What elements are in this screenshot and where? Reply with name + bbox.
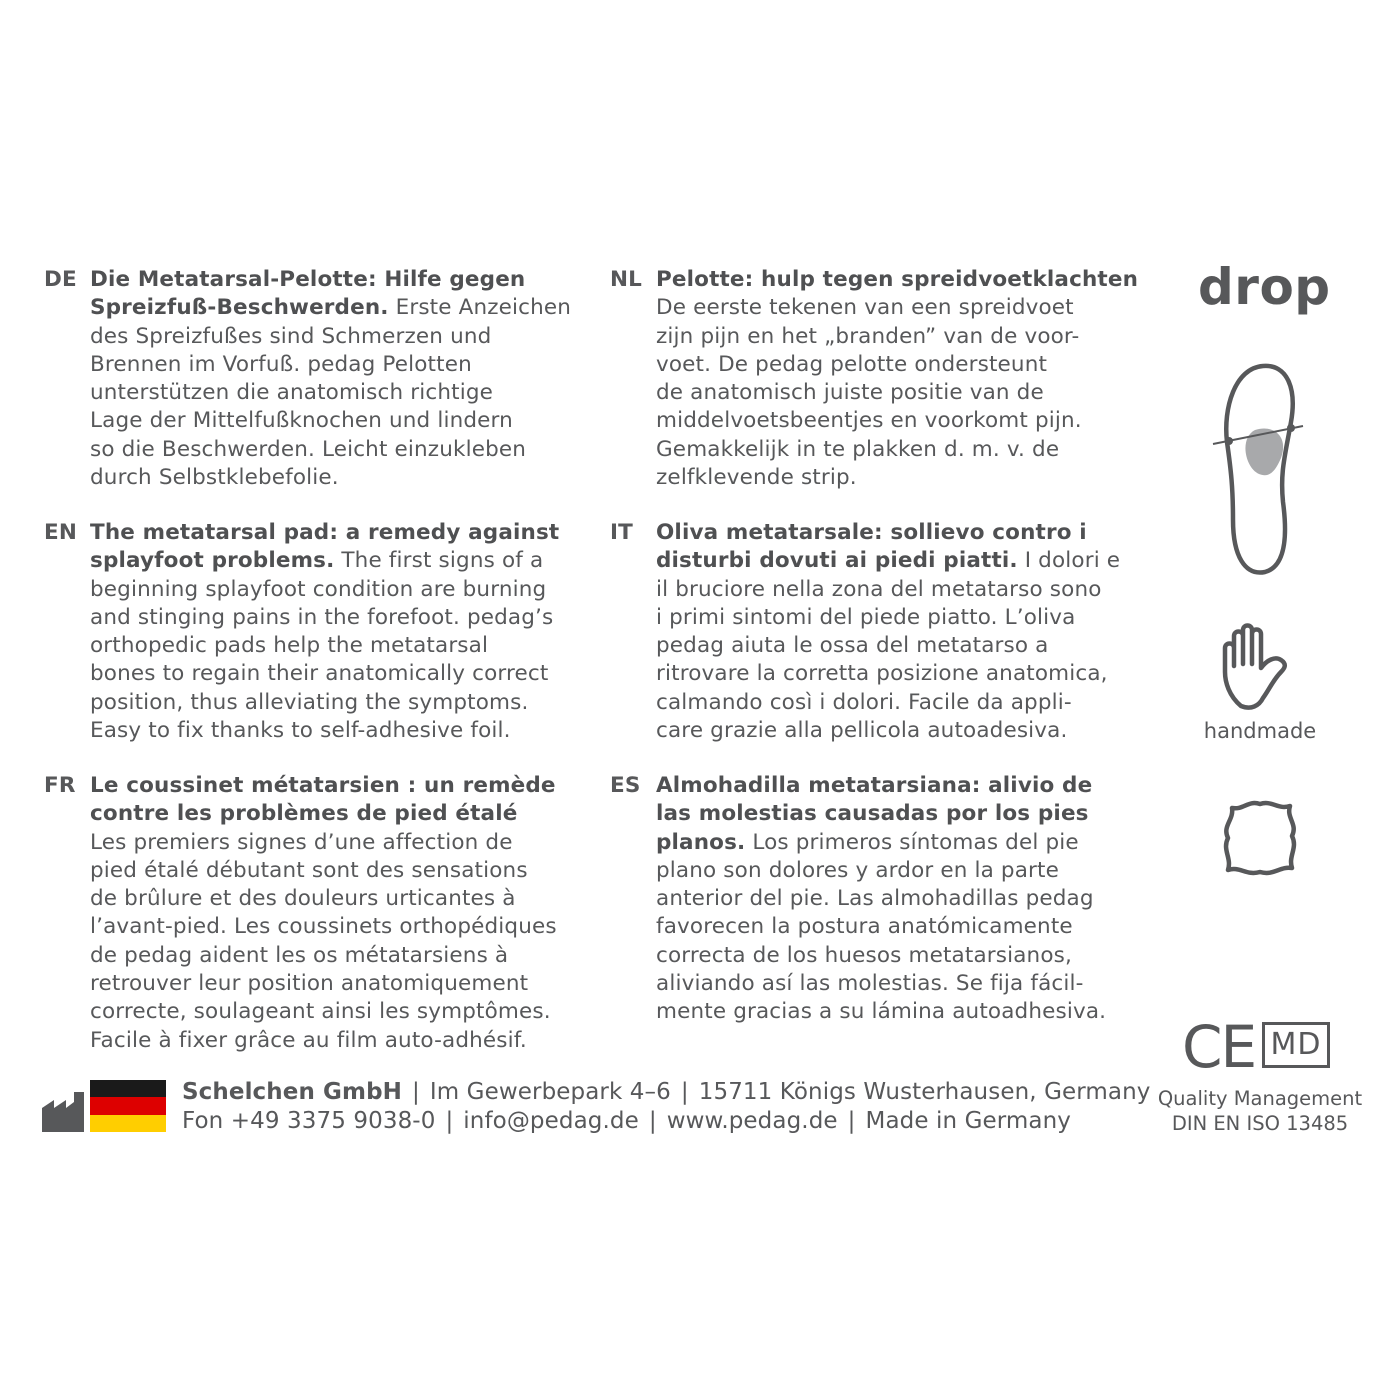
section-fr	[44, 772, 604, 1062]
section-heading: The metatarsal pad: a remedy against splayfoot problems.	[90, 520, 560, 574]
section-es	[610, 772, 1170, 1042]
language-code: ES	[610, 773, 641, 798]
made-in-label: Made in Germany	[865, 1108, 1071, 1134]
section-text	[90, 519, 559, 745]
separator: |	[847, 1108, 856, 1134]
section-heading: Die Metatarsal-Pelotte: Hilfe gegen Spreizfuß-Beschwerden.	[90, 267, 526, 321]
flag-black-stripe	[90, 1080, 166, 1097]
section-de	[44, 266, 584, 496]
factory-icon	[42, 1092, 86, 1132]
section-body: De eerste tekenen van een spreidvoet zijn pijn en het „branden” van de voor- voet. De pedag pelotte ondersteunt de anatomisch juiste positie van de middelvoetsbeentjes en voorkomt pijn. Gemakkelijk in te plakken d. m. v. de zelfklevende strip.	[656, 295, 1082, 491]
section-body: The first signs of a beginning splayfoot condition are burning and stinging pains in the forefoot. pedag’s orthopedic pads help the metatarsal bones to regain their anatomically correct position, thus alleviating the symptoms. Easy to fix thanks to self-adhesive foil.	[90, 548, 554, 744]
separator: |	[648, 1108, 657, 1134]
german-flag	[90, 1080, 166, 1132]
section-heading: Pelotte: hulp tegen spreidvoetklachten	[656, 267, 1139, 292]
handmade-label: handmade	[1203, 719, 1317, 743]
footer-contact-line	[182, 1108, 1071, 1134]
language-code: EN	[44, 520, 77, 545]
section-heading: Almohadilla metatarsiana: alivio de las molestias causadas por los pies planos.	[656, 773, 1093, 855]
language-code: DE	[44, 267, 77, 292]
md-mark: MD	[1262, 1022, 1330, 1068]
quality-line-2: DIN EN ISO 13485	[1171, 1112, 1349, 1135]
section-nl	[610, 266, 1150, 496]
ce-mark: CE	[1182, 1013, 1256, 1081]
flag-gold-stripe	[90, 1115, 166, 1132]
product-name: drop	[1198, 258, 1331, 316]
quality-management-label	[1140, 1086, 1380, 1136]
section-heading: Le coussinet métatarsien : un remède contre les problèmes de pied étalé	[90, 773, 556, 827]
city-address: 15711 Königs Wusterhausen, Germany	[698, 1079, 1151, 1105]
section-en	[44, 519, 604, 749]
phone-number: Fon +49 3375 9038-0	[182, 1108, 436, 1134]
email-address: info@pedag.de	[463, 1108, 639, 1134]
flag-red-stripe	[90, 1097, 166, 1114]
website: www.pedag.de	[666, 1108, 838, 1134]
company-name: Schelchen GmbH	[182, 1079, 403, 1105]
hand-icon	[1215, 622, 1305, 714]
separator: |	[412, 1079, 420, 1105]
section-body: Les premiers signes d’une affection de pied étalé débutant sont des sensations de brûlure et des douleurs urticantes à l’avant-pied. Les coussinets orthopédiques de pedag aident les os métatarsiens à retrouver leur position anatomiquement correcte, soulageant ainsi les symptômes. Facile à fixer grâce au film auto-adhésif.	[90, 829, 557, 1053]
quality-line-1: Quality Management	[1157, 1087, 1363, 1110]
section-body: Los primeros síntomas del pie plano son dolores y ardor en la parte anterior del pie. Las almohadillas pedag favorecen la postura anatómicamente correcta de los huesos metatarsianos, aliviando así las molestias. Se fija fácil- mente gracias a su lámina autoadhesiva.	[656, 829, 1107, 1025]
section-body: Erste Anzeichen des Spreizfußes sind Schmerzen und Brennen im Vorfuß. pedag Pelotten unterstützen die anatomisch richtige Lage der Mittelfußknochen und lindern so die Beschwerden. Leicht einzukleben durch Selbstklebefolie.	[90, 295, 572, 491]
section-text	[90, 772, 557, 1055]
section-text	[656, 772, 1106, 1027]
leather-icon	[1218, 796, 1302, 880]
separator: |	[445, 1108, 454, 1134]
section-text	[656, 266, 1138, 492]
section-text	[90, 266, 571, 492]
language-code: NL	[610, 267, 642, 292]
insole-icon	[1205, 360, 1315, 580]
language-code: FR	[44, 773, 76, 798]
section-heading: Oliva metatarsale: sollievo contro i disturbi dovuti ai piedi piatti.	[656, 520, 1087, 574]
street-address: Im Gewerbepark 4–6	[429, 1079, 671, 1105]
footer-address-line	[182, 1079, 1150, 1105]
language-code: IT	[610, 520, 633, 545]
section-it	[610, 519, 1170, 749]
separator: |	[680, 1079, 689, 1105]
section-text	[656, 519, 1120, 745]
section-body: I dolori e il bruciore nella zona del metatarso sono i primi sintomi del piede piatto. L’oliva pedag aiuta le ossa del metatarso a ritrovare la corretta posizione anatomica, calmando così i dolori. Facile da appli- care grazie alla pellicola autoadesiva.	[656, 548, 1121, 744]
